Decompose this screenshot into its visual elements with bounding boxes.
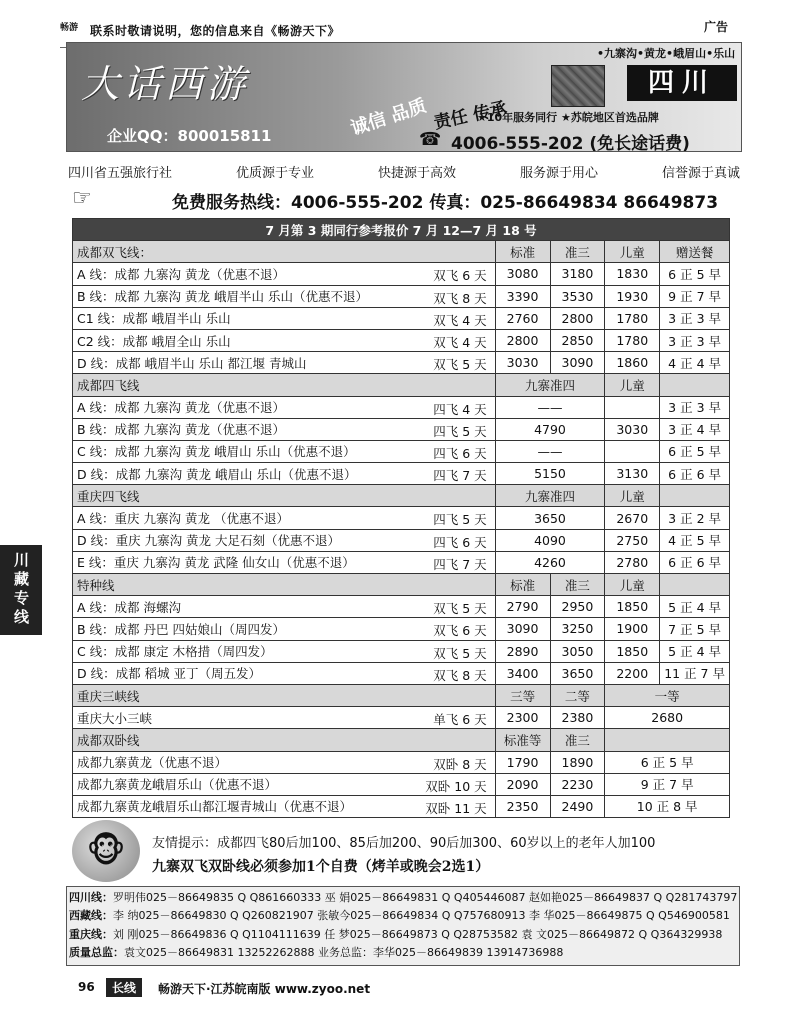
route-cell	[73, 507, 496, 529]
tagline	[68, 162, 740, 181]
table-cell: 3030	[495, 352, 550, 374]
table-cell: 2380	[550, 707, 605, 729]
table-cell: 4090	[495, 529, 605, 551]
table-cell: 一等	[605, 684, 730, 706]
route-name: B 线：成都 丹巴 四姑娘山（周四发）	[77, 621, 285, 637]
company-qq: 企业QQ：800015811	[107, 127, 272, 145]
table-row	[73, 485, 730, 507]
table-cell: 3030	[605, 418, 660, 440]
group-header: 重庆三峡线	[73, 684, 496, 706]
hotline-text: 免费服务热线：4006-555-202 传真：025-86649834 86649873	[172, 193, 719, 213]
contact-label: 西藏线：	[69, 909, 113, 923]
trip-mode: 双卧 8 天	[433, 756, 487, 772]
table-cell: 11 正 7 早	[660, 662, 730, 684]
table-cell: 2350	[495, 795, 550, 817]
trip-mode: 双卧 10 天	[425, 778, 487, 794]
route-cell	[73, 418, 496, 440]
table-cell: 3080	[495, 263, 550, 285]
route-name: 重庆大小三峡	[77, 710, 153, 726]
table-cell: 3 正 2 早	[660, 507, 730, 529]
table-cell: 2760	[495, 307, 550, 329]
route-name: D 线：成都 九寨沟 黄龙 峨眉山 乐山（优惠不退）	[77, 466, 357, 482]
route-cell	[73, 307, 496, 329]
table-cell: 标准	[495, 574, 550, 596]
table-cell: 6 正 5 早	[660, 263, 730, 285]
table-cell: 1850	[605, 596, 660, 618]
table-cell: 3050	[550, 640, 605, 662]
table-cell: 1930	[605, 285, 660, 307]
price-table	[72, 218, 730, 818]
contact-text: 罗明伟025－86649835 Q Q861660333 巫 娟025－86649831 Q Q405446087 赵如艳025－86649837 Q Q281743797	[113, 891, 737, 904]
service-claims: ★10年服务同行 ★苏皖地区首选品牌	[477, 111, 659, 124]
trip-mode: 四飞 5 天	[433, 512, 487, 528]
route-name: E 线：重庆 九寨沟 黄龙 武隆 仙女山（优惠不退）	[77, 555, 355, 571]
side-tab: 川藏专线	[0, 545, 42, 635]
table-cell: 5 正 4 早	[660, 640, 730, 662]
table-cell: 5150	[495, 463, 605, 485]
route-cell	[73, 640, 496, 662]
table-cell: ——	[495, 440, 605, 462]
table-cell: 2950	[550, 596, 605, 618]
table-cell: 3090	[495, 618, 550, 640]
group-header: 成都双卧线	[73, 729, 496, 751]
route-name: C 线：成都 九寨沟 黄龙 峨眉山 乐山（优惠不退）	[77, 444, 356, 460]
trip-mode: 双飞 6 天	[433, 268, 487, 284]
table-cell: 1830	[605, 263, 660, 285]
contact-row	[69, 907, 737, 925]
table-cell: 九寨准四	[495, 485, 605, 507]
route-cell	[73, 396, 496, 418]
table-cell: 3180	[550, 263, 605, 285]
table-cell: 儿童	[605, 241, 660, 263]
table-cell: 3400	[495, 662, 550, 684]
trip-mode: 四飞 7 天	[433, 468, 487, 484]
table-row	[73, 418, 730, 440]
route-cell	[73, 596, 496, 618]
page-footer	[72, 978, 740, 998]
table-cell: 4260	[495, 551, 605, 573]
trip-mode: 四飞 4 天	[433, 401, 487, 417]
contacts-box	[66, 886, 740, 966]
table-row	[73, 241, 730, 263]
route-cell	[73, 329, 496, 351]
table-cell: 3650	[550, 662, 605, 684]
route-name: C1 线：成都 峨眉半山 乐山	[77, 311, 231, 327]
tagline-item: 快捷源于高效	[377, 166, 456, 181]
pointing-hand-icon: ☞	[72, 186, 92, 211]
table-cell: 2800	[550, 307, 605, 329]
tagline-item: 信誉源于真诚	[661, 166, 740, 181]
table-row	[73, 440, 730, 462]
route-name: A 线：成都 九寨沟 黄龙（优惠不退）	[77, 266, 285, 282]
table-cell: 3 正 3 早	[660, 396, 730, 418]
table-cell	[660, 374, 730, 396]
monkey-mascot-icon: 🐵	[72, 820, 140, 882]
table-cell: 2300	[495, 707, 550, 729]
group-header: 成都双飞线：	[73, 241, 496, 263]
route-cell	[73, 551, 496, 573]
trip-mode: 双飞 5 天	[433, 357, 487, 373]
table-cell	[605, 729, 730, 751]
table-cell: 6 正 5 早	[660, 440, 730, 462]
contact-note: 联系时敬请说明，您的信息来自《畅游天下》	[90, 24, 341, 38]
route-name: 成都九寨黄龙（优惠不退）	[77, 755, 228, 771]
table-cell: 2890	[495, 640, 550, 662]
route-name: A 线：成都 九寨沟 黄龙（优惠不退）	[77, 400, 285, 416]
trip-mode: 双飞 8 天	[433, 667, 487, 683]
table-cell: 儿童	[605, 374, 660, 396]
table-cell: 1860	[605, 352, 660, 374]
trip-mode: 双飞 6 天	[433, 623, 487, 639]
table-row	[73, 463, 730, 485]
table-cell: 1900	[605, 618, 660, 640]
route-name: D 线：成都 稻城 亚丁（周五发）	[77, 666, 262, 682]
table-cell: 2800	[495, 329, 550, 351]
table-row	[73, 618, 730, 640]
route-cell	[73, 773, 496, 795]
route-cell	[73, 263, 496, 285]
table-cell: 4 正 4 早	[660, 352, 730, 374]
route-cell	[73, 352, 496, 374]
route-cell	[73, 618, 496, 640]
route-cell	[73, 440, 496, 462]
table-row	[73, 374, 730, 396]
route-name: A 线：成都 海螺沟	[77, 599, 181, 615]
agency-banner	[66, 42, 742, 152]
slogan-responsibility: 责任 传承	[432, 98, 509, 134]
table-cell	[660, 574, 730, 596]
route-cell	[73, 795, 496, 817]
route-name: A 线：重庆 九寨沟 黄龙 （优惠不退）	[77, 511, 289, 527]
table-cell: 3130	[605, 463, 660, 485]
table-cell: 2850	[550, 329, 605, 351]
table-title: 7 月第 3 期同行参考报价 7 月 12—7 月 18 号	[73, 219, 730, 241]
destinations: •九寨沟•黄龙•峨眉山•乐山	[597, 47, 736, 60]
table-cell: 2750	[605, 529, 660, 551]
trip-mode: 单飞 6 天	[433, 712, 487, 728]
table-cell: 3090	[550, 352, 605, 374]
table-row	[73, 795, 730, 817]
tip-line-2: 九寨双飞双卧线必须参加1个自费（烤羊或晚会2选1）	[152, 859, 490, 875]
route-cell	[73, 707, 496, 729]
table-cell: 3530	[550, 285, 605, 307]
tagline-item: 服务源于用心	[519, 166, 598, 181]
contact-text: 袁文025－86649831 13252262888 业务总监：李华025－86649839 13914736988	[124, 946, 564, 960]
table-cell: 2680	[605, 707, 730, 729]
table-cell: 2200	[605, 662, 660, 684]
table-cell: 1780	[605, 329, 660, 351]
hotline-bar	[72, 186, 740, 212]
route-cell	[73, 662, 496, 684]
table-row	[73, 396, 730, 418]
table-row	[73, 551, 730, 573]
brand-logo: 大话西游	[81, 62, 250, 106]
table-row	[73, 507, 730, 529]
table-cell: 6 正 6 早	[660, 463, 730, 485]
route-name: C2 线：成都 峨眉全山 乐山	[77, 333, 231, 349]
table-cell: 2790	[495, 596, 550, 618]
banner-phone: 4006-555-202 (免长途话费)	[451, 134, 690, 152]
section-badge: 长线	[106, 978, 142, 997]
route-name: 成都九寨黄龙峨眉乐山（优惠不退）	[77, 777, 278, 793]
route-name: D 线：重庆 九寨沟 黄龙 大足石刻（优惠不退）	[77, 533, 341, 549]
contact-label: 四川线：	[69, 891, 113, 904]
magazine-logo: 畅游	[60, 23, 79, 33]
table-cell: 2090	[495, 773, 550, 795]
table-cell: 5 正 4 早	[660, 596, 730, 618]
table-row	[73, 773, 730, 795]
group-header: 特种线	[73, 574, 496, 596]
table-cell	[605, 440, 660, 462]
trip-mode: 双飞 5 天	[433, 645, 487, 661]
table-cell: 标准等	[495, 729, 550, 751]
table-cell: 1890	[550, 751, 605, 773]
table-cell: 赠送餐	[660, 241, 730, 263]
tip-line-1: 友情提示：成都四飞80后加100、85后加200、90后加300、60岁以上的老年人加100	[152, 836, 656, 851]
table-cell: 6 正 5 早	[605, 751, 730, 773]
route-cell	[73, 529, 496, 551]
table-row	[73, 729, 730, 751]
contact-row	[69, 944, 737, 962]
table-row	[73, 662, 730, 684]
trip-mode: 四飞 5 天	[433, 423, 487, 439]
site-link: 畅游天下·江苏皖南版 www.zyoo.net	[158, 982, 371, 996]
phone-icon: ☎	[419, 129, 442, 150]
table-cell: 标准	[495, 241, 550, 263]
contact-label: 质量总监：	[69, 946, 124, 960]
ad-tag: 广告	[704, 20, 729, 34]
table-row	[73, 263, 730, 285]
contact-row	[69, 889, 737, 907]
tagline-item: 四川省五强旅行社	[68, 166, 173, 181]
trip-mode: 双飞 4 天	[433, 334, 487, 350]
table-cell: 准三	[550, 729, 605, 751]
table-row	[73, 329, 730, 351]
table-cell: 9 正 7 早	[660, 285, 730, 307]
route-name: B 线：成都 九寨沟 黄龙 峨眉半山 乐山（优惠不退）	[77, 289, 368, 305]
table-cell: 10 正 8 早	[605, 795, 730, 817]
tagline-item: 优质源于专业	[235, 166, 314, 181]
table-cell: 九寨准四	[495, 374, 605, 396]
table-row	[73, 529, 730, 551]
trip-mode: 双卧 11 天	[425, 800, 487, 816]
table-row	[73, 751, 730, 773]
table-cell: 3250	[550, 618, 605, 640]
group-header: 成都四飞线	[73, 374, 496, 396]
table-cell: 1850	[605, 640, 660, 662]
scenery-photo	[551, 65, 605, 107]
route-name: C 线：成都 康定 木格措（周四发）	[77, 644, 273, 660]
table-row	[73, 574, 730, 596]
table-row	[73, 352, 730, 374]
table-cell: 4 正 5 早	[660, 529, 730, 551]
route-name: 成都九寨黄龙峨眉乐山都江堰青城山（优惠不退）	[77, 799, 353, 815]
table-row	[73, 707, 730, 729]
contact-row	[69, 926, 737, 944]
table-cell: 2670	[605, 507, 660, 529]
table-cell: 2780	[605, 551, 660, 573]
table-cell	[605, 396, 660, 418]
table-cell: 准三	[550, 241, 605, 263]
contact-label: 重庆线：	[69, 927, 113, 941]
table-cell: 1780	[605, 307, 660, 329]
table-cell: 三等	[495, 684, 550, 706]
table-cell: 准三	[550, 574, 605, 596]
table-cell: 9 正 7 早	[605, 773, 730, 795]
table-row	[73, 285, 730, 307]
table-row	[73, 307, 730, 329]
table-cell: 7 正 5 早	[660, 618, 730, 640]
trip-mode: 四飞 6 天	[433, 445, 487, 461]
table-cell: 儿童	[605, 485, 660, 507]
slogan-integrity: 诚信 品质	[348, 95, 430, 140]
table-cell: 4790	[495, 418, 605, 440]
table-row	[73, 684, 730, 706]
table-cell: 3 正 4 早	[660, 418, 730, 440]
table-cell: 3650	[495, 507, 605, 529]
tips-box	[72, 820, 740, 882]
table-cell: 儿童	[605, 574, 660, 596]
contact-text: 刘 刚025－86649836 Q Q1104111639 任 梦025－86649873 Q Q28753582 袁 文025－86649872 Q Q364329938	[113, 927, 723, 941]
route-cell	[73, 751, 496, 773]
table-cell: 6 正 6 早	[660, 551, 730, 573]
table-cell: 2230	[550, 773, 605, 795]
table-title-row	[73, 219, 730, 241]
table-cell: 1790	[495, 751, 550, 773]
table-cell: 2490	[550, 795, 605, 817]
table-cell: ——	[495, 396, 605, 418]
table-cell	[660, 485, 730, 507]
route-name: B 线：成都 九寨沟 黄龙（优惠不退）	[77, 422, 285, 438]
group-header: 重庆四飞线	[73, 485, 496, 507]
trip-mode: 四飞 6 天	[433, 534, 487, 550]
table-cell: 3 正 3 早	[660, 307, 730, 329]
table-row	[73, 596, 730, 618]
table-cell: 二等	[550, 684, 605, 706]
trip-mode: 双飞 5 天	[433, 601, 487, 617]
table-cell: 3 正 3 早	[660, 329, 730, 351]
route-cell	[73, 285, 496, 307]
contact-text: 李 纳025－86649830 Q Q260821907 张敏今025－86649834 Q Q757680913 李 华025－86649875 Q Q546900581	[113, 909, 730, 923]
trip-mode: 双飞 4 天	[433, 312, 487, 328]
province-title: 四川	[627, 65, 737, 101]
page-number: 96	[78, 980, 95, 994]
table-row	[73, 640, 730, 662]
route-name: D 线：成都 峨眉半山 乐山 都江堰 青城山	[77, 355, 307, 371]
route-cell	[73, 463, 496, 485]
trip-mode: 双飞 8 天	[433, 290, 487, 306]
trip-mode: 四飞 7 天	[433, 556, 487, 572]
table-cell: 3390	[495, 285, 550, 307]
